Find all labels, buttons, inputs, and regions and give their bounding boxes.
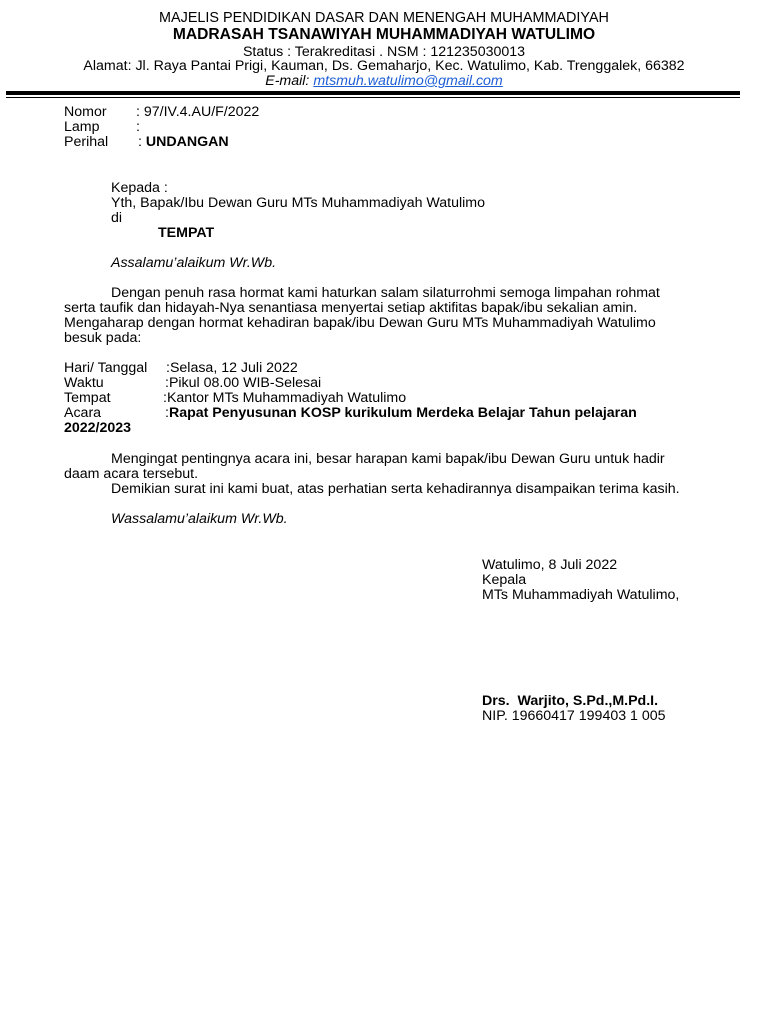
signature-institution: MTs Muhammadiyah Watulimo, (482, 587, 680, 603)
nomor-value: : 97/IV.4.AU/F/2022 (136, 104, 260, 120)
email-link[interactable]: mtsmuh.watulimo@gmail.com (313, 73, 503, 89)
email-label: E-mail: (265, 73, 314, 89)
letterhead-divider-thin (6, 97, 740, 98)
tempat-value: :Kantor MTs Muhammadiyah Watulimo (163, 390, 407, 406)
recipient-yth: Yth, Bapak/Ibu Dewan Guru MTs Muhammadiyah Watulimo (111, 195, 486, 211)
hari-value: :Selasa, 12 Juli 2022 (166, 360, 298, 376)
acara-value: Rapat Penyusunan KOSP kurikulum Merdeka Belajar Tahun pelajaran (168, 405, 637, 421)
intro-line: Mengaharap dengan hormat kehadiran bapak/ibu Dewan Guru MTs Muhammadiyah Watulimo (64, 315, 656, 331)
perihal-colon: : (138, 134, 146, 150)
lamp-label: Lamp (64, 119, 100, 135)
perihal-line (138, 135, 229, 150)
recipient-di: di (111, 210, 123, 226)
school-name: MADRASAH TSANAWIYAH MUHAMMADIYAH WATULIMO (172, 26, 596, 43)
acara-line (165, 406, 637, 421)
recipient-kepada: Kepada : (111, 180, 168, 196)
signatory-name: Drs. Warjito, S.Pd.,M.Pd.I. (482, 693, 659, 709)
acara-label: Acara (64, 405, 102, 421)
email-line (0, 74, 768, 89)
tempat-label: Tempat (64, 390, 111, 406)
closing-line: Mengingat pentingnya acara ini, besar harapan kami bapak/ibu Dewan Guru untuk hadir (111, 451, 665, 467)
signature-position: Kepala (482, 572, 527, 588)
acara-colon: : (165, 405, 169, 421)
perihal-value: UNDANGAN (145, 134, 229, 150)
hari-label: Hari/ Tanggal (64, 360, 148, 376)
signature-place-date: Watulimo, 8 Juli 2022 (482, 557, 618, 573)
farewell: Wassalamu’alaikum Wr.Wb. (111, 511, 288, 527)
letterhead-divider-thick (6, 91, 740, 95)
recipient-tempat: TEMPAT (158, 225, 215, 241)
organization-name: MAJELIS PENDIDIKAN DASAR DAN MENENGAH MUHAMMADIYAH (159, 10, 609, 26)
perihal-label: Perihal (64, 134, 109, 150)
school-address: Alamat: Jl. Raya Pantai Prigi, Kauman, Ds. Gemaharjo, Kec. Watulimo, Kab. Trenggalek, 66382 (83, 58, 685, 74)
intro-line: besuk pada: (64, 330, 142, 346)
greeting: Assalamu’alaikum Wr.Wb. (111, 255, 277, 271)
intro-line: Dengan penuh rasa hormat kami haturkan salam silaturrohmi semoga limpahan rohmat (111, 285, 660, 301)
nomor-label: Nomor (64, 104, 107, 120)
closing-line: daam acara tersebut. (64, 466, 199, 482)
signatory-nip: NIP. 19660417 199403 1 005 (482, 708, 666, 724)
waktu-value: :Pikul 08.00 WIB-Selesai (165, 375, 322, 391)
acara-value-continued: 2022/2023 (64, 420, 132, 436)
closing-line: Demikian surat ini kami buat, atas perhatian serta kehadirannya disampaikan terima kasih. (111, 481, 680, 497)
intro-line: serta taufik dan hidayah-Nya senantiasa menyertai setiap aktifitas bapak/ibu sekalian amin. (64, 300, 638, 316)
lamp-value: : (136, 119, 140, 135)
waktu-label: Waktu (64, 375, 104, 391)
accreditation-status: Status : Terakreditasi . NSM : 121235030013 (242, 44, 526, 60)
